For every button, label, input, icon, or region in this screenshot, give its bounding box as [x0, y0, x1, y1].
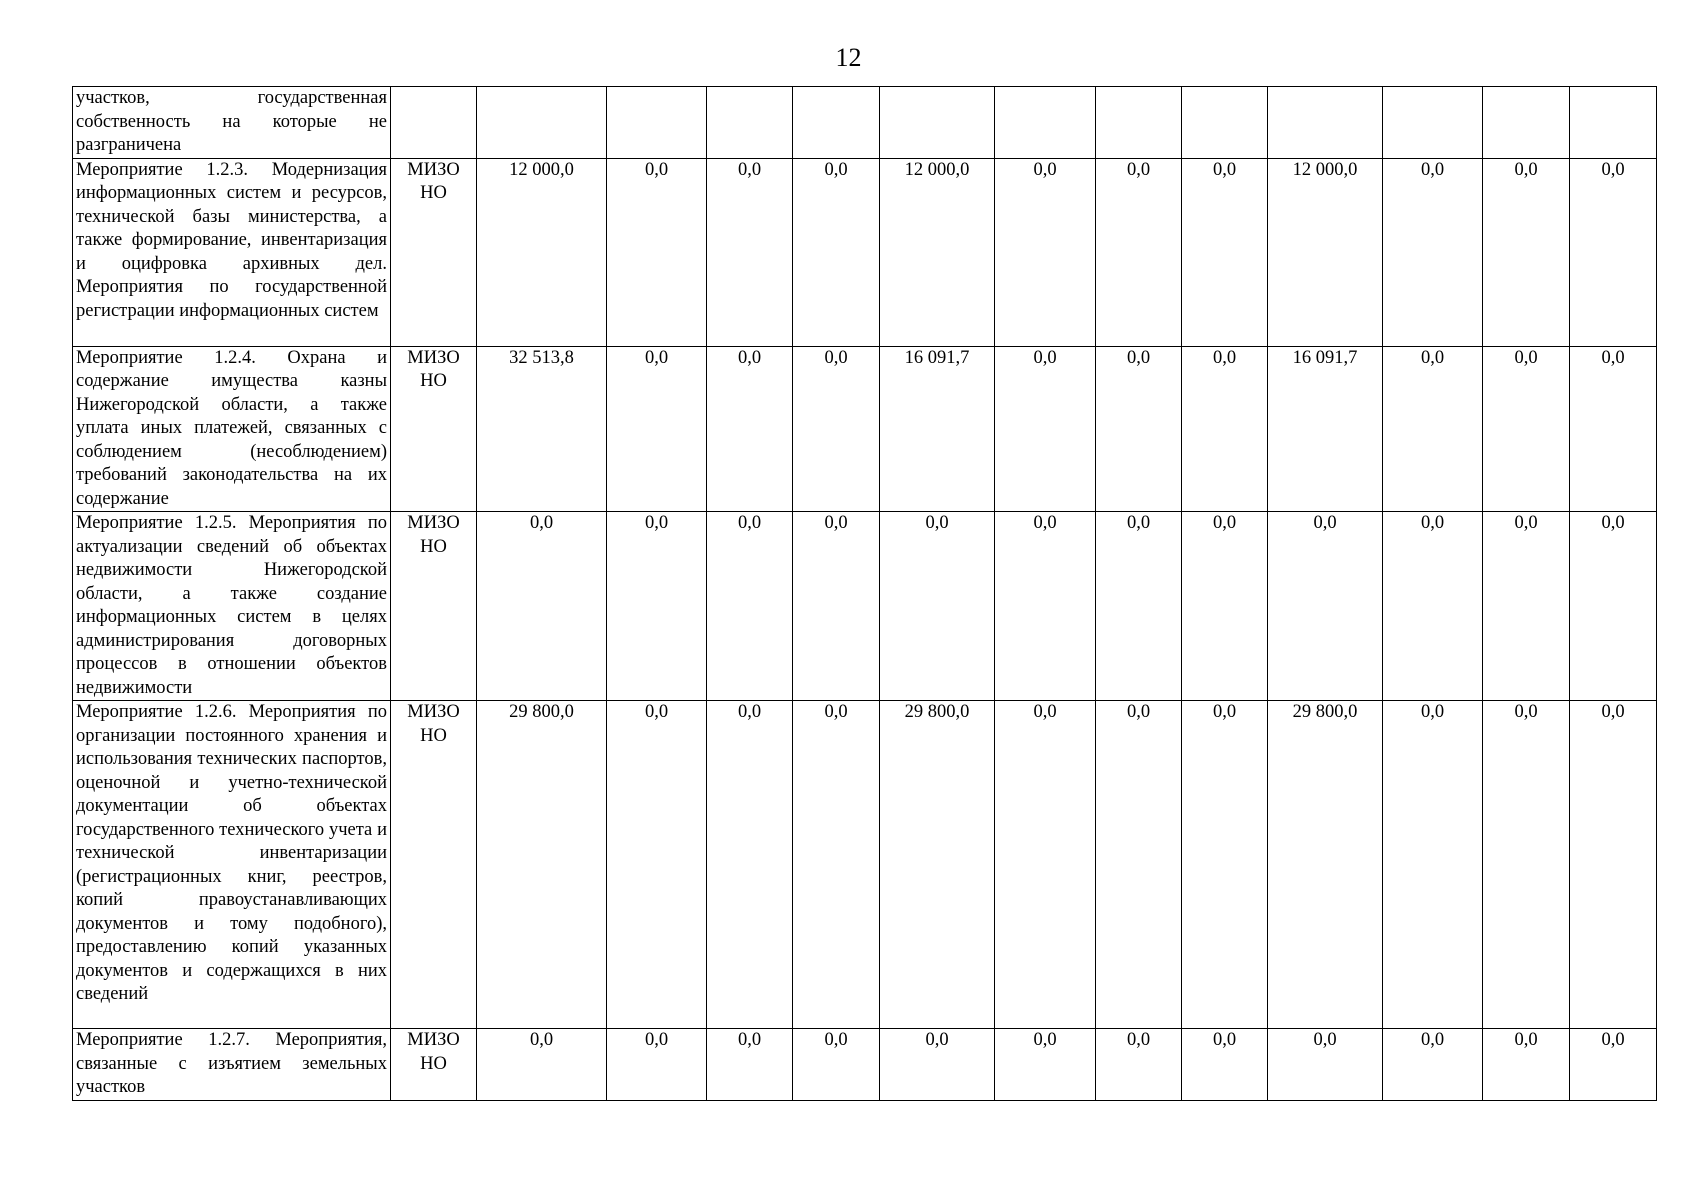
executor-cell: [391, 87, 477, 159]
value-cell: 0,0: [1182, 1029, 1268, 1101]
executor-cell: МИЗО НО: [391, 346, 477, 512]
value-cell: 0,0: [707, 512, 793, 701]
value-cell: 0,0: [1483, 346, 1570, 512]
table-row: [73, 701, 1657, 1029]
value-cell: 0,0: [1570, 701, 1657, 1029]
value-cell: 29 800,0: [477, 701, 607, 1029]
value-cell: 0,0: [1096, 701, 1182, 1029]
measure-description: Мероприятие 1.2.3. Модернизация информационных систем и ресурсов, технической базы министерства, а также формирование, инвентаризация и оцифровка архивных дел. Мероприятия по государственной регистрации информационных систем: [73, 158, 391, 346]
value-cell: 0,0: [477, 1029, 607, 1101]
measure-description: Мероприятие 1.2.6. Мероприятия по организации постоянного хранения и использования технических паспортов, оценочной и учетно-технической документации об объектах государственного технического учета и технической инвентаризации (регистрационных книг, реестров, копий правоустанавливающих документов и тому подобного), предоставлению копий указанных документов и содержащихся в них сведений: [73, 701, 391, 1029]
value-cell: 0,0: [995, 512, 1096, 701]
executor-cell: МИЗО НО: [391, 512, 477, 701]
table-row: [73, 512, 1657, 701]
value-cell: 0,0: [607, 346, 707, 512]
value-cell: 0,0: [607, 701, 707, 1029]
value-cell: 0,0: [1182, 346, 1268, 512]
value-cell: 0,0: [607, 512, 707, 701]
value-cell: 29 800,0: [1268, 701, 1383, 1029]
value-cell: 0,0: [995, 701, 1096, 1029]
value-cell: [477, 87, 607, 159]
value-cell: [1383, 87, 1483, 159]
value-cell: 0,0: [880, 1029, 995, 1101]
value-cell: [995, 87, 1096, 159]
executor-cell: МИЗО НО: [391, 158, 477, 346]
value-cell: 12 000,0: [477, 158, 607, 346]
value-cell: 0,0: [793, 1029, 880, 1101]
value-cell: 0,0: [1383, 158, 1483, 346]
value-cell: 0,0: [995, 158, 1096, 346]
value-cell: 0,0: [607, 158, 707, 346]
value-cell: 0,0: [1483, 1029, 1570, 1101]
value-cell: 0,0: [1182, 701, 1268, 1029]
value-cell: 0,0: [793, 158, 880, 346]
value-cell: 0,0: [707, 701, 793, 1029]
value-cell: 16 091,7: [880, 346, 995, 512]
value-cell: 0,0: [1483, 701, 1570, 1029]
value-cell: 0,0: [1096, 1029, 1182, 1101]
value-cell: 0,0: [1483, 512, 1570, 701]
value-cell: 0,0: [607, 1029, 707, 1101]
value-cell: 0,0: [1182, 158, 1268, 346]
table-row: [73, 1029, 1657, 1101]
value-cell: 12 000,0: [1268, 158, 1383, 346]
table-row: [73, 158, 1657, 346]
value-cell: [607, 87, 707, 159]
value-cell: 0,0: [1570, 158, 1657, 346]
value-cell: [880, 87, 995, 159]
value-cell: 0,0: [1096, 158, 1182, 346]
page-number: 12: [835, 43, 862, 72]
value-cell: 0,0: [1268, 512, 1383, 701]
value-cell: 0,0: [707, 158, 793, 346]
executor-cell: МИЗО НО: [391, 1029, 477, 1101]
value-cell: 0,0: [1483, 158, 1570, 346]
table-row: [73, 346, 1657, 512]
table-row: [73, 87, 1657, 159]
value-cell: [707, 87, 793, 159]
value-cell: 0,0: [793, 701, 880, 1029]
value-cell: [1483, 87, 1570, 159]
value-cell: 0,0: [1268, 1029, 1383, 1101]
measure-description: Мероприятие 1.2.5. Мероприятия по актуализации сведений об объектах недвижимости Нижегородской области, а также создание информационных систем в целях администрирования договорных процессов в отношении объектов недвижимости: [73, 512, 391, 701]
value-cell: 0,0: [707, 346, 793, 512]
value-cell: 0,0: [1182, 512, 1268, 701]
value-cell: 0,0: [793, 346, 880, 512]
measure-description: Мероприятие 1.2.7. Мероприятия, связанные с изъятием земельных участков: [73, 1029, 391, 1101]
value-cell: 0,0: [1383, 512, 1483, 701]
executor-cell: МИЗО НО: [391, 701, 477, 1029]
measure-description: Мероприятие 1.2.4. Охрана и содержание имущества казны Нижегородской области, а также уплата иных платежей, связанных с соблюдением (несоблюдением) требований законодательства на их содержание: [73, 346, 391, 512]
value-cell: 0,0: [1570, 1029, 1657, 1101]
value-cell: 0,0: [995, 346, 1096, 512]
budget-table: [72, 86, 1657, 1101]
value-cell: [793, 87, 880, 159]
value-cell: 12 000,0: [880, 158, 995, 346]
value-cell: 0,0: [793, 512, 880, 701]
value-cell: 0,0: [707, 1029, 793, 1101]
value-cell: 0,0: [1383, 346, 1483, 512]
value-cell: 0,0: [1096, 346, 1182, 512]
value-cell: 0,0: [1383, 1029, 1483, 1101]
value-cell: 0,0: [995, 1029, 1096, 1101]
measure-description: участков, государственная собственность на которые не разграничена: [73, 87, 391, 159]
value-cell: [1570, 87, 1657, 159]
value-cell: 32 513,8: [477, 346, 607, 512]
value-cell: 0,0: [1096, 512, 1182, 701]
value-cell: [1096, 87, 1182, 159]
value-cell: 16 091,7: [1268, 346, 1383, 512]
value-cell: 0,0: [1383, 701, 1483, 1029]
value-cell: 29 800,0: [880, 701, 995, 1029]
value-cell: 0,0: [477, 512, 607, 701]
value-cell: [1268, 87, 1383, 159]
value-cell: [1182, 87, 1268, 159]
value-cell: 0,0: [1570, 512, 1657, 701]
value-cell: 0,0: [1570, 346, 1657, 512]
value-cell: 0,0: [880, 512, 995, 701]
